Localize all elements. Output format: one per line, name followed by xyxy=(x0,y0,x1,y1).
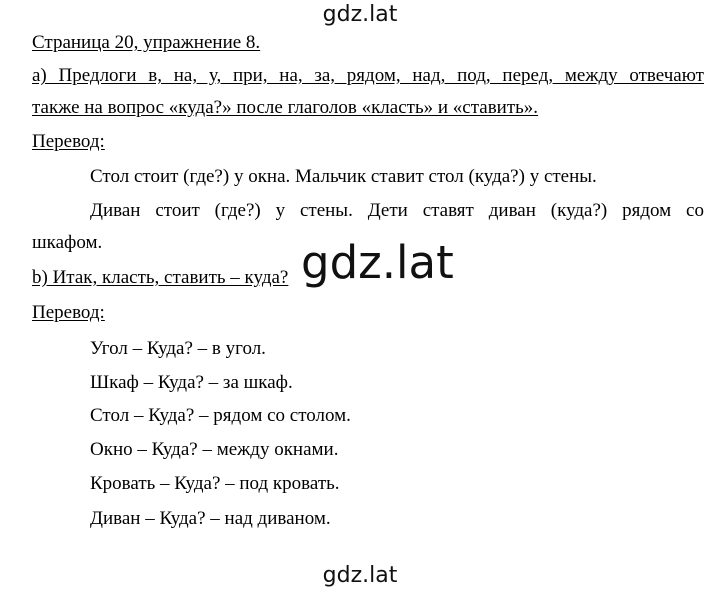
list-item: Диван – Куда? – над диваном. xyxy=(90,508,331,529)
watermark-top: gdz.lat xyxy=(322,2,398,27)
watermark-center: gdz.lat xyxy=(301,236,454,289)
exercise-heading: Страница 20, упражнение 8. xyxy=(32,32,261,53)
part-a-line-1: а) Предлоги в, на, у, при, на, за, рядом, над, под, перед, между отвечают xyxy=(32,65,704,86)
part-a-sentence-1: Стол стоит (где?) у окна. Мальчик ставит стол (куда?) у стены. xyxy=(90,166,597,187)
part-a-sentence-2-line-1: Диван стоит (где?) у стены. Дети ставят диван (куда?) рядом со xyxy=(90,200,704,221)
watermark-bottom: gdz.lat xyxy=(322,563,398,588)
list-item: Угол – Куда? – в угол. xyxy=(90,338,266,359)
list-item: Кровать – Куда? – под кровать. xyxy=(90,473,340,494)
part-a-line-2: также на вопрос «куда?» после глаголов «класть» и «ставить». xyxy=(32,97,539,118)
part-b-translation-label: Перевод: xyxy=(32,302,105,323)
list-item: Стол – Куда? – рядом со столом. xyxy=(90,405,351,426)
list-item: Окно – Куда? – между окнами. xyxy=(90,439,339,460)
list-item: Шкаф – Куда? – за шкаф. xyxy=(90,372,293,393)
part-a-sentence-2-line-2: шкафом. xyxy=(32,232,103,253)
part-a-translation-label: Перевод: xyxy=(32,131,105,152)
part-b-line-1: b) Итак, класть, ставить – куда? xyxy=(32,267,289,288)
